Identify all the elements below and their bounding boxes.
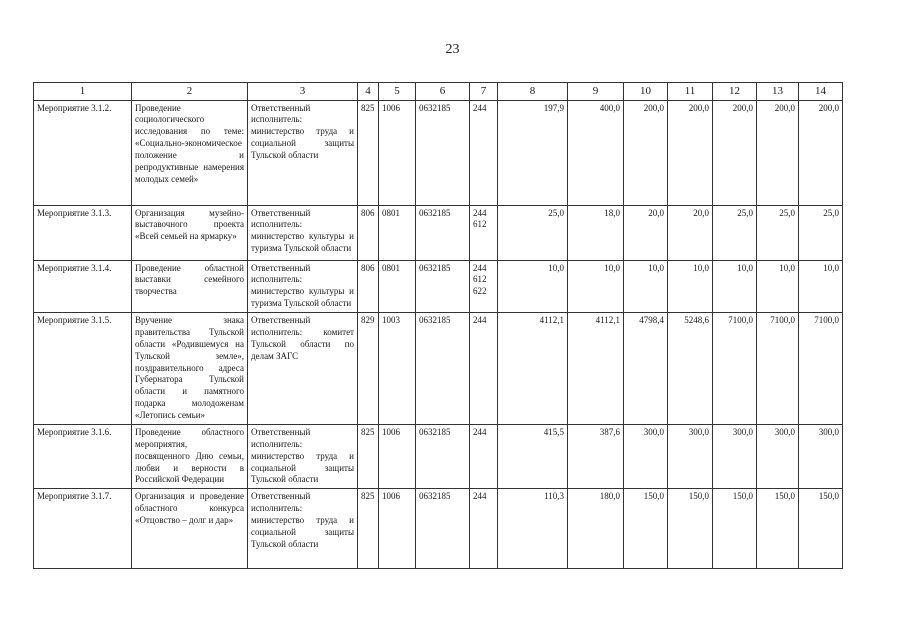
target-article-code: 0632185 bbox=[416, 424, 470, 488]
value-cell: 150,0 bbox=[757, 489, 799, 569]
column-header: 12 bbox=[713, 83, 757, 101]
value-cell: 4798,4 bbox=[624, 313, 668, 425]
value-cell: 7100,0 bbox=[757, 313, 799, 425]
event-id: Мероприятие 3.1.6. bbox=[34, 424, 132, 488]
event-name: Проведение социологического исследования по теме: «Социально-экономическое положение и репродуктивные намерения молодых семей» bbox=[132, 100, 248, 205]
table-row bbox=[34, 313, 843, 425]
value-cell: 150,0 bbox=[624, 489, 668, 569]
table-row bbox=[34, 260, 843, 313]
column-header: 1 bbox=[34, 83, 132, 101]
expense-type-code: 244 bbox=[470, 424, 498, 488]
value-cell: 150,0 bbox=[713, 489, 757, 569]
grbs-code: 825 bbox=[358, 424, 379, 488]
event-name: Проведение областной выставки семейного творчества bbox=[132, 260, 248, 313]
value-cell: 400,0 bbox=[568, 100, 624, 205]
event-executor: Ответственный исполнитель: министерство труда и социальной защиты Тульской области bbox=[248, 489, 358, 569]
page-number: 23 bbox=[445, 42, 460, 57]
value-cell: 4112,1 bbox=[568, 313, 624, 425]
section-code: 0801 bbox=[379, 205, 416, 260]
header-row bbox=[34, 83, 843, 101]
value-cell: 300,0 bbox=[713, 424, 757, 488]
value-cell: 18,0 bbox=[568, 205, 624, 260]
value-cell: 10,0 bbox=[799, 260, 843, 313]
value-cell: 200,0 bbox=[668, 100, 713, 205]
value-cell: 197,9 bbox=[498, 100, 568, 205]
value-cell: 110,3 bbox=[498, 489, 568, 569]
event-name: Проведение областного мероприятия, посвященного Дню семьи, любви и верности в Российской Федерации bbox=[132, 424, 248, 488]
grbs-code: 825 bbox=[358, 100, 379, 205]
column-header: 3 bbox=[248, 83, 358, 101]
event-id: Мероприятие 3.1.7. bbox=[34, 489, 132, 569]
column-header: 5 bbox=[379, 83, 416, 101]
event-name: Организация музейно-выставочного проекта «Всей семьей на ярмарку» bbox=[132, 205, 248, 260]
value-cell: 10,0 bbox=[498, 260, 568, 313]
section-code: 1006 bbox=[379, 489, 416, 569]
column-header: 13 bbox=[757, 83, 799, 101]
column-header: 10 bbox=[624, 83, 668, 101]
target-article-code: 0632185 bbox=[416, 205, 470, 260]
event-id: Мероприятие 3.1.3. bbox=[34, 205, 132, 260]
expense-type-code: 244 bbox=[470, 489, 498, 569]
value-cell: 180,0 bbox=[568, 489, 624, 569]
column-header: 2 bbox=[132, 83, 248, 101]
value-cell: 25,0 bbox=[713, 205, 757, 260]
table-row bbox=[34, 100, 843, 205]
event-executor: Ответственный исполнитель: министерство труда и социальной защиты Тульской области bbox=[248, 100, 358, 205]
expense-type-code: 244 612 622 bbox=[470, 260, 498, 313]
value-cell: 150,0 bbox=[799, 489, 843, 569]
grbs-code: 806 bbox=[358, 260, 379, 313]
value-cell: 5248,6 bbox=[668, 313, 713, 425]
column-header: 8 bbox=[498, 83, 568, 101]
value-cell: 20,0 bbox=[624, 205, 668, 260]
expense-type-code: 244 bbox=[470, 100, 498, 205]
target-article-code: 0632185 bbox=[416, 260, 470, 313]
value-cell: 300,0 bbox=[624, 424, 668, 488]
value-cell: 200,0 bbox=[757, 100, 799, 205]
section-code: 1003 bbox=[379, 313, 416, 425]
value-cell: 10,0 bbox=[757, 260, 799, 313]
value-cell: 10,0 bbox=[568, 260, 624, 313]
value-cell: 300,0 bbox=[757, 424, 799, 488]
column-header: 14 bbox=[799, 83, 843, 101]
value-cell: 25,0 bbox=[799, 205, 843, 260]
expense-type-code: 244 612 bbox=[470, 205, 498, 260]
value-cell: 200,0 bbox=[624, 100, 668, 205]
event-executor: Ответственный исполнитель: министерство культуры и туризма Тульской области bbox=[248, 260, 358, 313]
grbs-code: 806 bbox=[358, 205, 379, 260]
event-executor: Ответственный исполнитель: комитет Тульской области по делам ЗАГС bbox=[248, 313, 358, 425]
table-row bbox=[34, 489, 843, 569]
table-row bbox=[34, 205, 843, 260]
target-article-code: 0632185 bbox=[416, 100, 470, 205]
value-cell: 387,6 bbox=[568, 424, 624, 488]
grbs-code: 829 bbox=[358, 313, 379, 425]
value-cell: 4112,1 bbox=[498, 313, 568, 425]
value-cell: 415,5 bbox=[498, 424, 568, 488]
column-header: 7 bbox=[470, 83, 498, 101]
grbs-code: 825 bbox=[358, 489, 379, 569]
value-cell: 20,0 bbox=[668, 205, 713, 260]
event-name: Организация и проведение областного конкурса «Отцовство – долг и дар» bbox=[132, 489, 248, 569]
value-cell: 200,0 bbox=[713, 100, 757, 205]
event-name: Вручение знака правительства Тульской области «Родившемуся на Тульской земле», поздравительного адреса Губернатора Тульской области и памятного подарка молодоженам «Летопись семьи» bbox=[132, 313, 248, 425]
value-cell: 300,0 bbox=[668, 424, 713, 488]
value-cell: 300,0 bbox=[799, 424, 843, 488]
event-id: Мероприятие 3.1.5. bbox=[34, 313, 132, 425]
column-header: 6 bbox=[416, 83, 470, 101]
value-cell: 25,0 bbox=[498, 205, 568, 260]
section-code: 1006 bbox=[379, 424, 416, 488]
value-cell: 10,0 bbox=[713, 260, 757, 313]
column-header: 11 bbox=[668, 83, 713, 101]
section-code: 0801 bbox=[379, 260, 416, 313]
target-article-code: 0632185 bbox=[416, 489, 470, 569]
event-executor: Ответственный исполнитель: министерство труда и социальной защиты Тульской области bbox=[248, 424, 358, 488]
column-header: 9 bbox=[568, 83, 624, 101]
section-code: 1006 bbox=[379, 100, 416, 205]
budget-table bbox=[33, 82, 843, 569]
value-cell: 7100,0 bbox=[713, 313, 757, 425]
value-cell: 10,0 bbox=[624, 260, 668, 313]
target-article-code: 0632185 bbox=[416, 313, 470, 425]
event-id: Мероприятие 3.1.2. bbox=[34, 100, 132, 205]
event-executor: Ответственный исполнитель: министерство культуры и туризма Тульской области bbox=[248, 205, 358, 260]
table-row bbox=[34, 424, 843, 488]
value-cell: 200,0 bbox=[799, 100, 843, 205]
value-cell: 150,0 bbox=[668, 489, 713, 569]
value-cell: 7100,0 bbox=[799, 313, 843, 425]
event-id: Мероприятие 3.1.4. bbox=[34, 260, 132, 313]
value-cell: 25,0 bbox=[757, 205, 799, 260]
value-cell: 10,0 bbox=[668, 260, 713, 313]
expense-type-code: 244 bbox=[470, 313, 498, 425]
column-header: 4 bbox=[358, 83, 379, 101]
